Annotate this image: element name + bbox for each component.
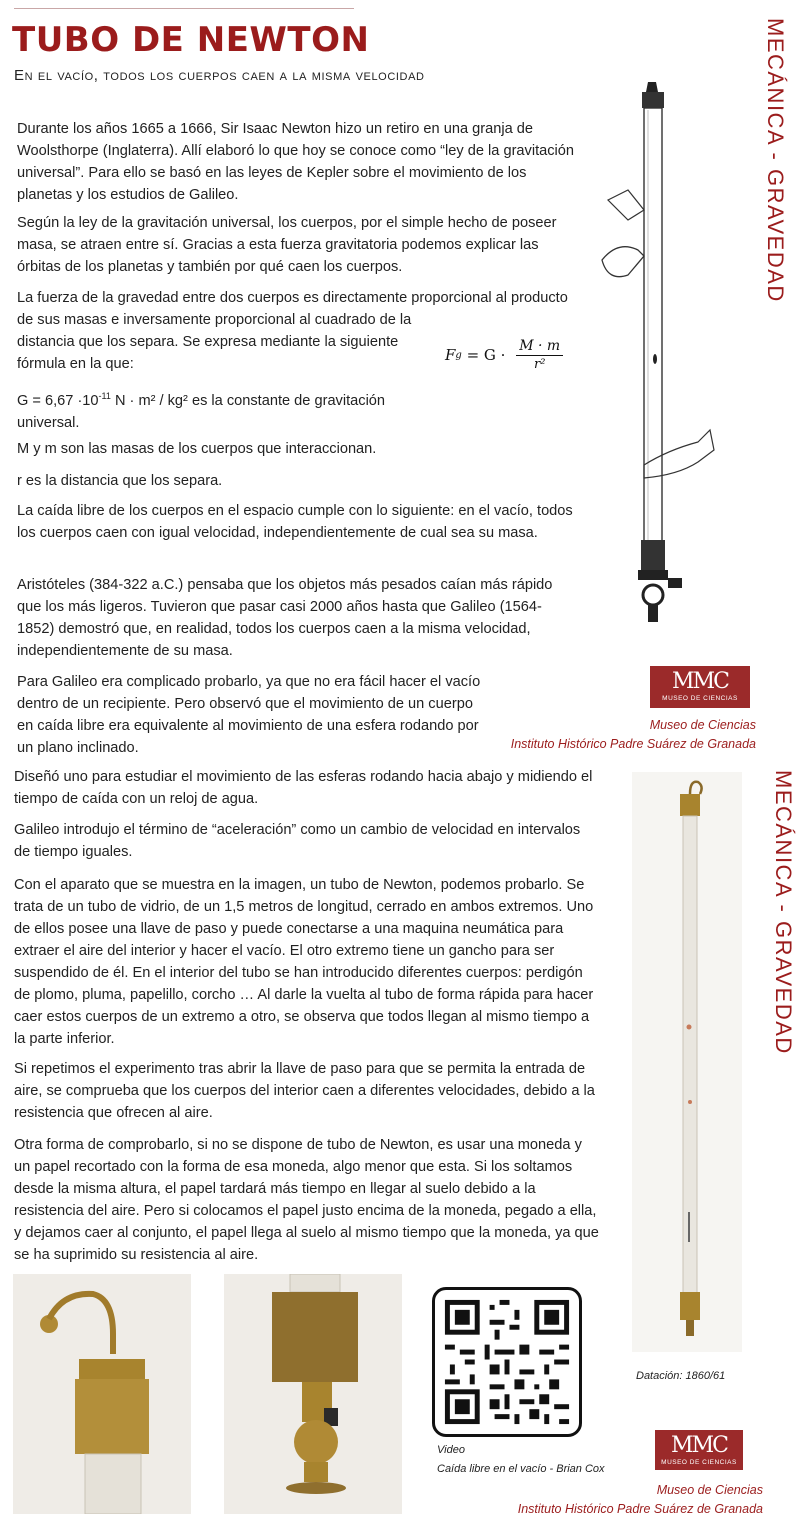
tube-photo-drawing: [632, 772, 742, 1352]
logo-text: MUSEO DE CIENCIAS: [662, 695, 738, 702]
valve-photo: [224, 1274, 402, 1514]
valve-photo-drawing: [224, 1274, 402, 1514]
formula-fraction: [516, 338, 563, 372]
hook-photo: [13, 1274, 191, 1514]
logo-text-bottom: MUSEO DE CIENCIAS: [661, 1459, 737, 1466]
paragraph-14: Otra forma de comprobarlo, si no se dispone de tubo de Newton, es usar una moneda y un papel recortado con la forma de esa moneda, algo menor que esta. Si los soltamos desde la misma altura, el papel tardará más tiempo en llegar al suelo debido a la resistencia del aire. Pero si colocamos el papel justo encima de la moneda, pegado a ella, y dejamos caer al conjunto, el papel llega al suelo al mismo tiempo que la moneda, ya que se ha suprimido su resistencia al aire.: [14, 1137, 599, 1263]
paragraph-3a: La fuerza de la gravedad entre dos cuerpos es directamente proporcional al producto de sus masas e inversamente proporcional al cuadrado de la: [17, 290, 568, 328]
tube-photo: [632, 772, 742, 1352]
page-title: TUBO DE NEWTON: [12, 20, 370, 60]
g-constant-suffix: N · m² / kg² es la constante de gravitación universal.: [17, 392, 386, 431]
paragraph-12: Con el aparato que se muestra en la imagen, un tubo de Newton, podemos probarlo. Se trata de un tubo de vidrio, de un 1,5 metros de longitud, cerrado en ambos extremos. Uno de ellos posee una llave de paso y puede conectarse a una maquina neumática para extraer el aire del interior y hacer el vacío. El otro extremo tiene un gancho para ser suspendido de él. En el interior del tubo se han introducido diferentes cuerpos: perdigón de plomo, pluma, papelillo, corcho … Al darle la vuelta al tubo de forma rápida para hacer caer estos cuerpos de un extremo a otro, se observa que todos llegan al mismo tiempo a la parte inferior.: [14, 877, 594, 1047]
hook-photo-drawing: [13, 1274, 191, 1514]
formula-lhs: F: [445, 346, 456, 364]
paragraph-10: Diseñó uno para estudiar el movimiento de las esferas rodando hacia abajo y midiendo el tiempo de caída con un reloj de agua.: [14, 769, 593, 807]
header-rule: [14, 8, 354, 9]
paragraph-13: Si repetimos el experimento tras abrir la llave de paso para que se permita la entrada de aire, se comprueba que los cuerpos del interior caen a diferentes velocidades, debido a la resistencia que ofrecen al aire.: [14, 1061, 595, 1121]
paragraph-11: Galileo introdujo el término de “aceleración” como un cambio de velocidad en intervalos de tiempo iguales.: [14, 822, 581, 860]
caption-museum-bottom: Museo de Ciencias: [656, 1483, 763, 1497]
paragraph-8: Aristóteles (384-322 a.C.) pensaba que los objetos más pesados caían más rápido que los más ligeros. Tuvieron que pasar casi 2000 años hasta que Galileo (1564-1852) demostró que, en realidad, todos los cuerpos caen a la misma velocidad, independientemente de su masa.: [17, 577, 553, 659]
g-constant-prefix: G = 6,67 ·10: [17, 392, 99, 409]
paragraph-g-constant: [17, 385, 437, 434]
formula-denominator: r²: [534, 357, 546, 372]
logo-mark: MMC: [672, 669, 728, 694]
formula-numerator: M · m: [516, 338, 563, 356]
caption-institute-top: Instituto Histórico Padre Suárez de Granada: [510, 737, 756, 751]
formula-lhs-sub: g: [455, 349, 462, 361]
side-label-bottom: MECÁNICA - GRAVEDAD: [771, 770, 796, 1055]
paragraph-3b: distancia que los separa. Se expresa mediante la siguiente fórmula en la que:: [17, 334, 399, 372]
paragraph-1: Durante los años 1665 a 1666, Sir Isaac Newton hizo un retiro en una granja de Woolsthorpe (Inglaterra). Allí elaboró lo que hoy se conoce como “ley de la gravitación universal”. Para ello se basó en las leyes de Kepler sobre el movimiento de los planetas y los estudios de Galileo.: [17, 121, 575, 203]
caption-institute-bottom: Instituto Histórico Padre Suárez de Granada: [517, 1502, 763, 1516]
paragraph-5: M y m son las masas de los cuerpos que interaccionan.: [17, 441, 377, 457]
paragraph-7: La caída libre de los cuerpos en el espacio cumple con lo siguiente: en el vacío, todos los cuerpos caen con igual velocidad, independientemente de cual sea su masa.: [17, 503, 573, 541]
caption-video: Video: [437, 1444, 465, 1456]
paragraph-2: Según la ley de la gravitación universal, los cuerpos, por el simple hecho de poseer masa, se atraen entre sí. Gracias a esta fuerza gravitatoria podemos explicar las órbitas de los planetas y también por qué caen los cuerpos.: [17, 215, 557, 275]
caption-dating: Datación: 1860/61: [636, 1370, 726, 1382]
formula-eq: = G ·: [461, 346, 511, 364]
museum-logo-top: [650, 666, 750, 708]
caption-video-title: Caída libre en el vacío - Brian Cox: [437, 1463, 605, 1475]
museum-logo-bottom: [655, 1430, 743, 1470]
side-label-top: MECÁNICA - GRAVEDAD: [763, 18, 788, 303]
paragraph-6: r es la distancia que los separa.: [17, 473, 223, 489]
paragraph-9: Para Galileo era complicado probarlo, ya que no era fácil hacer el vacío dentro de un recipiente. Pero observó que el movimiento de un cuerpo en caída libre era equivalente al movimiento de una esfera rodando por un plano inclinado.: [17, 674, 481, 756]
qr-pattern: [435, 1290, 579, 1434]
gravitation-formula: [445, 338, 563, 372]
video-qr-code[interactable]: [432, 1287, 582, 1437]
g-constant-exponent: -11: [98, 391, 111, 401]
tube-engraving: [598, 70, 718, 630]
caption-museum-top: Museo de Ciencias: [649, 718, 756, 732]
page-subtitle: En el vacío, todos los cuerpos caen a la misma velocidad: [14, 67, 425, 84]
logo-mark-bottom: MMC: [671, 1433, 727, 1458]
